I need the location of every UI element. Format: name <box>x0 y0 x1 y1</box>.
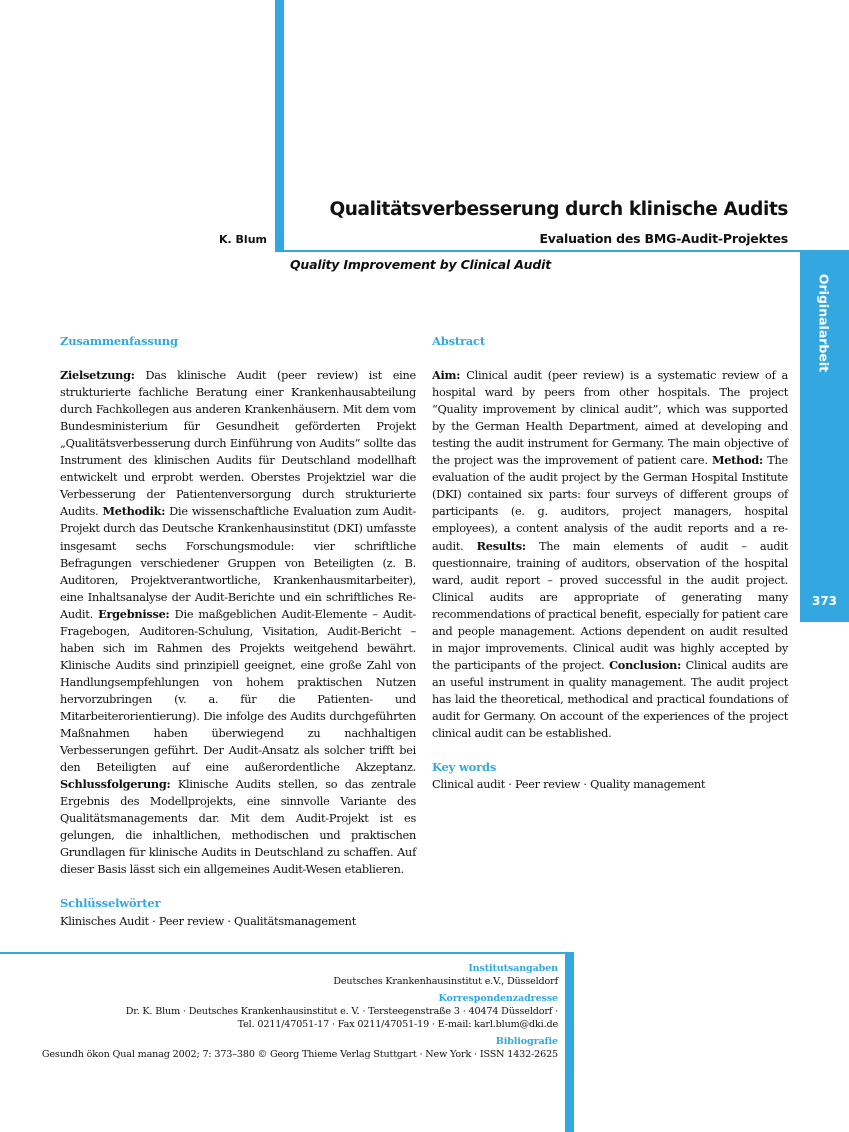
correspondence-heading: Korrespondenzadresse <box>438 993 558 1004</box>
method-label: Methodik: <box>102 504 166 519</box>
correspondence-line-2: Tel. 0211/47051-17 · Fax 0211/47051-19 · E-mail: karl.blum@dki.de <box>237 1019 558 1030</box>
bibliography-text: Gesundh ökon Qual manag 2002; 7: 373–380 © Georg Thieme Verlag Stuttgart · New York · ISSN 1432-2625 <box>41 1049 558 1060</box>
aim-text: Clinical audit (peer review) is a systematic review of a hospital ward by peers from other hospitals. The project “Quality improvement by clinical audit”, which was supported by the German Health Department, aimed at developing and testing the audit instrument for Germany. The main objective of the project was the improvement of patient care. <box>432 369 788 468</box>
author: K. Blum <box>219 233 267 246</box>
conclusion-label: Schlussfolgerung: <box>60 777 171 792</box>
article-title: Qualitätsverbesserung durch klinische Audits <box>329 199 788 220</box>
method-text: The evaluation of the audit project by the German Hospital Institute (DKI) contained six parts: four surveys of different groups of participants (e. g. auditors, project managers, hospital employees), a content analysis of the audit reports and a re-audit. <box>432 454 788 553</box>
footer-rule <box>0 952 566 954</box>
method-text: Die wissenschaftliche Evaluation zum Audit-Projekt durch das Deutsche Krankenhausinstitut (DKI) umfasste insgesamt sechs Forschungsmodule: vier schriftliche Befragungen verschiedener Gruppen von Beteiligten (z. B. Auditoren, Projektverantwortliche, Krankenhausmitarbeiter), eine Inhaltsanalyse der Audit-Berichte und ein schriftliches Re-Audit. <box>60 505 416 621</box>
footer-block <box>18 962 558 1061</box>
aim-label: Aim: <box>432 368 461 383</box>
conclusion-text: Clinical audits are an useful instrument in quality management. The audit project has laid the theoretical, methodical and practical foundations of audit for Germany. On account of the experiences of the project clinical audit can be established. <box>432 658 788 741</box>
aim-label: Zielsetzung: <box>60 368 135 383</box>
results-label: Ergebnisse: <box>98 606 170 621</box>
results-text: Die maßgeblichen Audit-Elemente – Audit-Fragebogen, Auditoren-Schulung, Visitation, Audit-Bericht – haben sich im Rahmen des Projekts weitgehend bewährt. Klinische Audits sind prinzipiell geeignet, eine große Zahl von Handlungsempfehlungen von hohem praktischen Nutzen hervorzubringen (v. a. für die Patienten- und Mitarbeiterorientierung). Die infolge des Audits durchgeführten Maßnahmen haben überwiegend zu nachhaltigen Verbesserungen geführt. Der Audit-Ansatz als solcher trifft bei den Beteiligten auf eine außerordentliche Akzeptanz. <box>60 607 416 775</box>
bottom-accent-bar <box>565 952 574 1132</box>
german-abstract-column <box>60 333 416 930</box>
conclusion-label: Conclusion: <box>609 657 682 672</box>
german-abstract-heading: Zusammenfassung <box>60 334 178 348</box>
bibliography-heading: Bibliografie <box>495 1036 558 1047</box>
conclusion-text: Klinische Audits stellen, so das zentrale Ergebnis des Modellprojekts, eine sinnvolle Variante des Qualitätsmanagements dar. Mit dem Audit-Projekt ist es gelungen, die inhaltlichen, methodischen und praktischen Grundlagen für klinische Audits in Deutschland zu schaffen. Auf dieser Basis lässt sich ein allgemeines Audit-Wesen etablieren. <box>60 778 416 877</box>
page-number: 373 <box>811 594 838 608</box>
english-abstract-body <box>432 367 788 742</box>
method-label: Method: <box>711 453 763 468</box>
aim-text: Das klinische Audit (peer review) ist eine strukturierte fachliche Beratung einer Krankenhausabteilung durch Fachkollegen aus anderen Krankenhäusern. Mit dem vom Bundesministerium für Gesundheit geförderten Projekt „Qualitätsverbesserung durch Einführung von Audits“ sollte das Instrument des klinischen Audits für Deutschland modellhaft entwickelt und erprobt werden. Oberstes Projektziel war die Verbesserung der Patientenversorgung durch strukturierte Audits. <box>60 369 416 519</box>
german-keywords-heading: Schlüsselwörter <box>60 896 161 911</box>
english-keywords-heading: Key words <box>432 760 497 775</box>
article-subtitle: Evaluation des BMG-Audit-Projektes <box>539 231 788 246</box>
institute-heading: Institutsangaben <box>468 963 558 974</box>
german-abstract-body <box>60 367 416 878</box>
german-keywords: Klinisches Audit · Peer review · Qualitätsmanagement <box>60 914 356 928</box>
results-text: The main elements of audit – audit questionnaire, training of auditors, observation of the hospital ward, audit report – proved successful in the audit project. Clinical audits are appropriate of generating many recommendations of practical benefit, especially for patient care and people management. Actions dependent on audit resulted in major improvements. Clinical audit was highly accepted by the participants of the project. <box>432 539 788 672</box>
english-abstract-column <box>432 333 788 793</box>
section-label: Originalarbeit <box>816 273 832 373</box>
english-title: Quality Improvement by Clinical Audit <box>290 257 551 272</box>
header-rule <box>275 250 849 252</box>
top-accent-bar <box>275 0 284 251</box>
english-keywords: Clinical audit · Peer review · Quality management <box>432 778 706 792</box>
institute-text: Deutsches Krankenhausinstitut e.V., Düsseldorf <box>333 976 558 987</box>
results-label: Results: <box>476 538 526 553</box>
english-abstract-heading: Abstract <box>432 334 485 348</box>
correspondence-line-1: Dr. K. Blum · Deutsches Krankenhausinstitut e. V. · Tersteegenstraße 3 · 40474 Düsseldorf · <box>125 1006 558 1017</box>
